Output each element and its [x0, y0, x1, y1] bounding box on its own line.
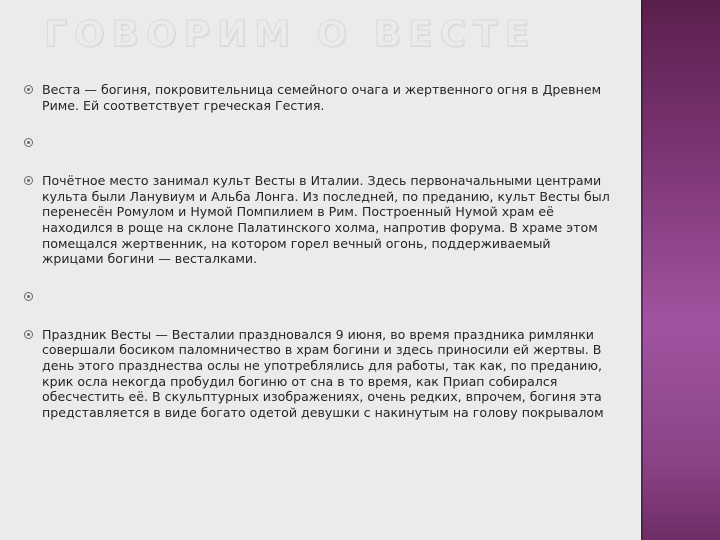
bullet-item — [22, 327, 612, 421]
bullet-text: Веста — богиня, покровительница семейного очага и жертвенного огня в Древнем Риме. Ей соответствует греческая Гестия. — [42, 82, 602, 113]
purple-side-bar — [641, 0, 720, 540]
side-bar-edge — [641, 0, 643, 540]
bullet-ring-icon — [24, 85, 33, 94]
slide-title: ГОВОРИМ О ВЕСТЕ — [44, 14, 537, 55]
bullet-item — [22, 173, 612, 267]
bullet-ring-icon — [24, 176, 33, 185]
bullet-item-empty — [22, 135, 612, 151]
bullet-ring-icon — [24, 292, 33, 301]
bullet-ring-icon — [24, 330, 33, 339]
bullet-text: Праздник Весты — Весталии праздновался 9 июня, во время праздника римлянки совершали босиком паломничество в храм богини и здесь приносили ей жертвы. В день этого празднества ослы не употреблялись для работы, так как, по преданию, крик осла некогда пробудил богиню от сна в то время, как Приап собирался обесчестить её. В скульптурных изображениях, очень редких, впрочем, богиня эта представляется в виде богато одетой девушки с накинутым на голову покрывалом — [42, 326, 604, 420]
bullet-ring-icon — [24, 138, 33, 147]
bullet-item — [22, 82, 612, 113]
bullet-list — [22, 82, 612, 420]
bullet-text: Почётное место занимал культ Весты в Италии. Здесь первоначальными центрами культа были Ланувиум и Альба Лонга. Из последней, по преданию, культ Весты был перенесён Ромулом и Нумой Помпилием в Рим. Построенный Нумой храм её находился в роще на склоне Палатинского холма, напротив форума. В храме этом помещался жертвенник, на котором горел вечный огонь, поддерживаемый жрицами богини — весталками. — [42, 173, 610, 267]
bullet-item-empty — [22, 289, 612, 305]
